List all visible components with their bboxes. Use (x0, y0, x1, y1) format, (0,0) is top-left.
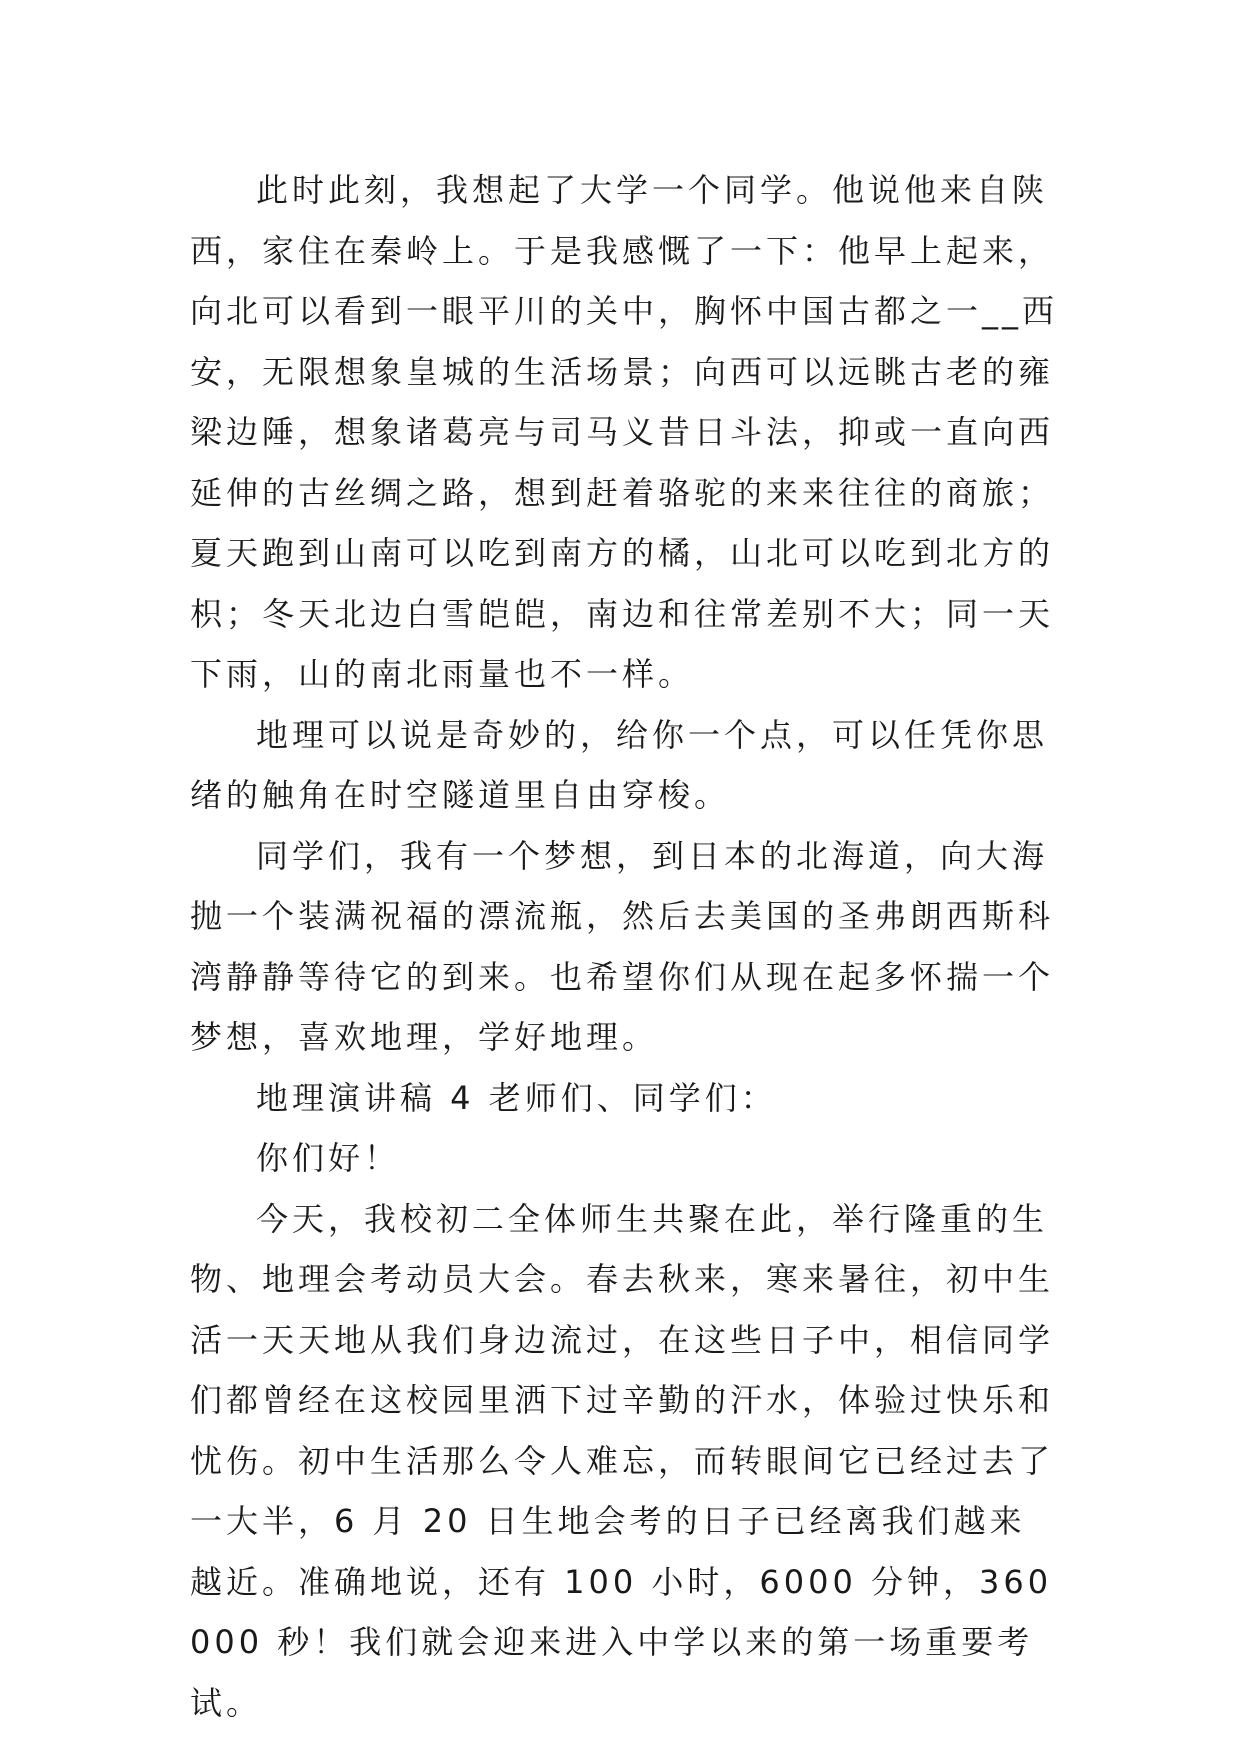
greeting: 你们好！ (256, 1139, 401, 1177)
paragraph-exam-mobilization: 今天，我校初二全体师生共聚在此，举行隆重的生物、地理会考动员大会。春去秋来，寒来暑往，初中生活一天天地从我们身边流过，在这些日子中，相信同学们都曾经在这校园里洒下过辛勤的汗水，体验过快乐和忧伤。初中生活那么令人难忘，而转眼间它已经过去了一大半，6 月 20 日生地会考的日子已经离我们越来越近。准确地说，还有 100 小时，6000 分钟，360000 秒！我们就会迎来进入中学以来的第一场重要考试。 (190, 1199, 1055, 1722)
speech-heading: 地理演讲稿 4 老师们、同学们： (256, 1078, 777, 1117)
paragraph-dream: 同学们，我有一个梦想，到日本的北海道，向大海抛一个装满祝福的漂流瓶，然后去美国的圣弗朗西斯科湾静静等待它的到来。也希望你们从现在起多怀揣一个梦想，喜欢地理，学好地理。 (190, 836, 1055, 1056)
document-body (190, 160, 1060, 1733)
paragraph-geography-wonder: 地理可以说是奇妙的，给你一个点，可以任凭你思绪的触角在时空隧道里自由穿梭。 (190, 715, 1049, 814)
paragraph-qinling-memory: 此时此刻，我想起了大学一个同学。他说他来自陕西，家住在秦岭上。于是我感慨了一下：他早上起来，向北可以看到一眼平川的关中，胸怀中国古都之一__西安，无限想象皇城的生活场景；向西可以远眺古老的雍梁边陲，想象诸葛亮与司马义昔日斗法，抑或一直向西延伸的古丝绸之路，想到赶着骆驼的来来往往的商旅；夏天跑到山南可以吃到南方的橘，山北可以吃到北方的枳；冬天北边白雪皑皑，南边和往常差别不大；同一天下雨，山的南北雨量也不一样。 (190, 171, 1059, 693)
